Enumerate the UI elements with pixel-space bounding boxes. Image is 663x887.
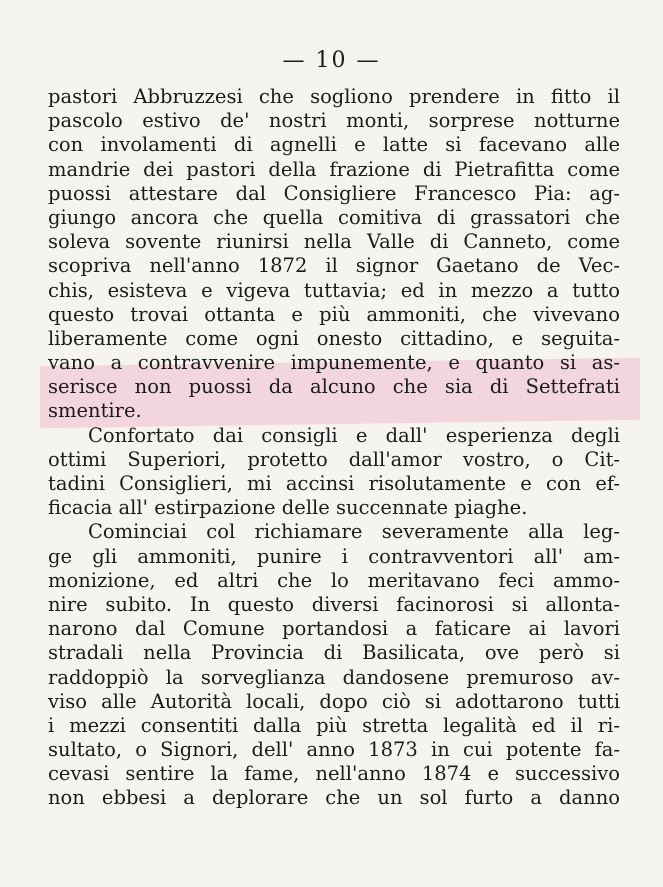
text-line: liberamente come ogni onesto cittadino, e seguita- [48, 326, 620, 350]
text-line: pascolo estivo de' nostri monti, sorprese notturne [48, 109, 620, 133]
text-line: viso alle Autorità locali, dopo ciò si adottarono tutti [48, 689, 620, 713]
text-line: soleva sovente riunirsi nella Valle di Canneto, come [48, 230, 620, 254]
text-line: i mezzi consentiti dalla più stretta legalità ed il ri- [48, 713, 620, 737]
text-line: Cominciai col richiamare severamente alla leg- [88, 520, 620, 544]
text-line: con involamenti di agnelli e latte si facevano alle [48, 133, 620, 157]
text-line: raddoppiò la sorveglianza dandosene premuroso av- [48, 665, 620, 689]
text-line: tadini Consiglieri, mi accinsi risolutamente e con ef- [48, 472, 620, 495]
text-line: non ebbesi a deplorare che un sol furto a danno [48, 786, 620, 810]
text-line: chis, esisteva e vigeva tuttavia; ed in mezzo a tutto [48, 278, 620, 302]
text-line: serisce non puossi da alcuno che sia di Settefrati [48, 375, 620, 399]
text-line: vano a contravvenire impunemente, e quanto si as- [48, 351, 620, 375]
text-line: scopriva nell'anno 1872 il signor Gaetano de Vec- [48, 254, 620, 278]
text-line: smentire. [48, 399, 142, 423]
text-line: questo trovai ottanta e più ammoniti, che vivevano [48, 302, 620, 326]
text-line: stradali nella Provincia di Basilicata, ove però si [48, 641, 620, 665]
text-line: cevasi sentire la fame, nell'anno 1874 e successivo [48, 762, 620, 786]
text-line: Confortato dai consigli e dall' esperienza degli [88, 423, 620, 447]
page-number: — 10 — [282, 48, 381, 73]
text-line: ficacia all' estirpazione delle succennate piaghe. [48, 496, 528, 520]
text-line: puossi attestare dal Consigliere Francesco Pia: ag- [48, 181, 620, 205]
text-line: ottimi Superiori, protetto dall'amor vostro, o Cit- [48, 447, 620, 471]
text-line: pastori Abbruzzesi che sogliono prendere in fitto il [48, 85, 620, 108]
text-line: narono dal Comune portandosi a faticare ai lavori [48, 617, 620, 641]
text-line: giungo ancora che quella comitiva di grassatori che [48, 205, 620, 229]
text-line: mandrie dei pastori della frazione di Pietrafitta come [48, 157, 620, 181]
text-line: ge gli ammoniti, punire i contravventori all' am- [48, 544, 620, 568]
body-text [48, 85, 620, 811]
text-line: monizione, ed altri che lo meritavano feci ammo- [48, 568, 620, 592]
text-line: sultato, o Signori, dell' anno 1873 in cui potente fa- [48, 738, 620, 762]
text-line: nire subito. In questo diversi facinorosi si allonta- [48, 592, 620, 616]
